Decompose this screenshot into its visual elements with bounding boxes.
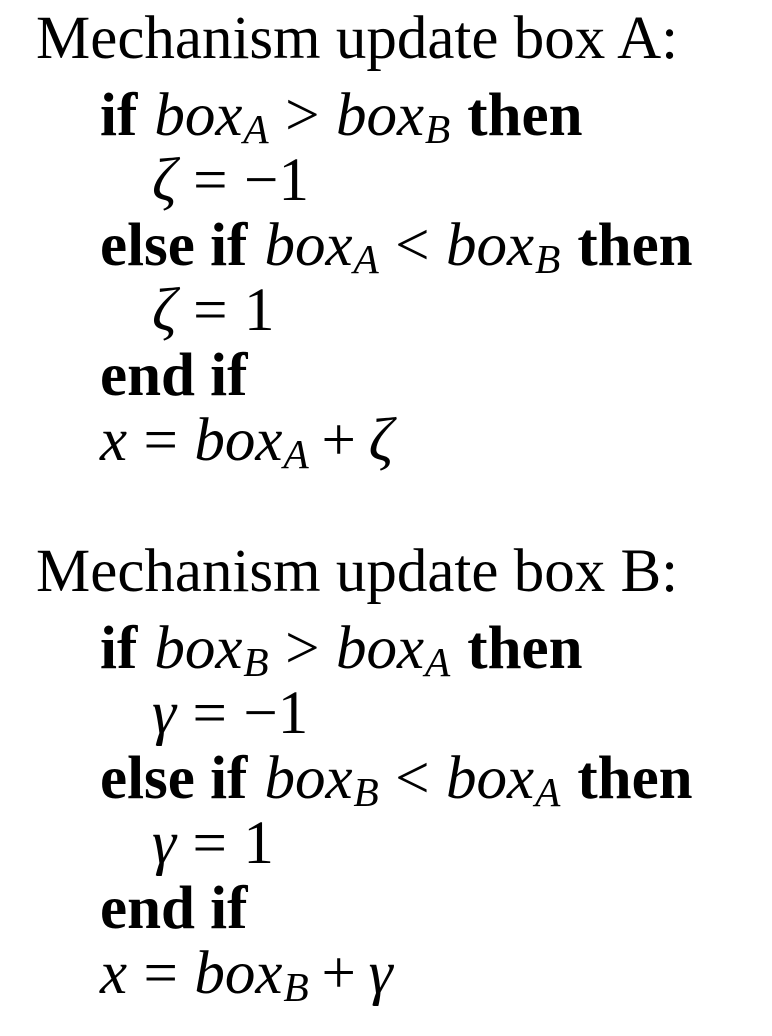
algorithm-block-b xyxy=(0,538,772,1011)
assigned-value: 1 xyxy=(244,277,275,344)
less-than-operator: < xyxy=(395,212,430,279)
keyword-if: if xyxy=(100,82,138,149)
math-subscript: B xyxy=(243,639,269,686)
plus-operator: + xyxy=(321,940,356,1007)
math-subscript: B xyxy=(424,106,451,153)
line-assign-negative xyxy=(0,148,772,213)
line-update-x xyxy=(0,940,772,1011)
keyword-else-if: else if xyxy=(100,745,248,812)
math-subscript: A xyxy=(243,106,269,153)
greater-than-operator: > xyxy=(285,82,320,149)
line-elseif-condition xyxy=(0,212,772,283)
line-assign-positive xyxy=(0,278,772,343)
assigned-value: −1 xyxy=(243,680,309,747)
greek-zeta: ζ xyxy=(368,407,394,474)
keyword-else-if: else if xyxy=(100,212,248,279)
equals-sign: = xyxy=(143,407,178,474)
greek-gamma: γ xyxy=(152,810,177,877)
less-than-operator: < xyxy=(395,745,430,812)
line-assign-negative xyxy=(0,681,772,746)
math-var-box: box xyxy=(154,82,243,149)
math-var-box: box xyxy=(264,212,353,279)
greater-than-operator: > xyxy=(285,615,320,682)
line-if-condition xyxy=(0,615,772,686)
algorithm-title-text: Mechanism update box B: xyxy=(36,538,679,605)
line-if-condition xyxy=(0,82,772,153)
math-subscript: B xyxy=(534,236,561,283)
line-end-if xyxy=(0,876,772,941)
math-subscript: A xyxy=(283,431,309,478)
keyword-end-if: end if xyxy=(100,875,248,942)
math-var-box: box xyxy=(335,82,425,149)
math-subscript: A xyxy=(353,236,379,283)
line-end-if xyxy=(0,343,772,408)
math-subscript: A xyxy=(534,769,561,816)
math-var-box: box xyxy=(335,615,425,682)
keyword-then: then xyxy=(467,615,583,682)
greek-gamma: γ xyxy=(368,940,393,1007)
math-var-box: box xyxy=(446,745,535,812)
math-subscript: B xyxy=(283,964,309,1011)
equals-sign: = xyxy=(193,147,228,214)
math-var-box: box xyxy=(194,940,283,1007)
math-var-x: x xyxy=(100,407,128,474)
math-var-box: box xyxy=(264,745,353,812)
keyword-then: then xyxy=(577,212,693,279)
algorithm-block-a xyxy=(0,5,772,478)
equals-sign: = xyxy=(192,810,227,877)
algorithm-title-text: Mechanism update box A: xyxy=(36,5,679,72)
equals-sign: = xyxy=(193,277,228,344)
plus-operator: + xyxy=(321,407,356,474)
keyword-then: then xyxy=(577,745,693,812)
assigned-value: 1 xyxy=(243,810,274,877)
algorithm-title xyxy=(0,6,772,71)
line-assign-positive xyxy=(0,811,772,876)
algorithm-title xyxy=(0,539,772,604)
math-var-box: box xyxy=(446,212,535,279)
line-update-x xyxy=(0,407,772,478)
equals-sign: = xyxy=(143,940,178,1007)
keyword-if: if xyxy=(100,615,138,682)
greek-zeta: ζ xyxy=(152,277,177,344)
greek-zeta: ζ xyxy=(152,147,177,214)
math-var-box: box xyxy=(154,615,243,682)
greek-gamma: γ xyxy=(152,680,177,747)
equals-sign: = xyxy=(192,680,227,747)
math-subscript: B xyxy=(353,769,379,816)
assigned-value: −1 xyxy=(244,147,309,214)
math-var-x: x xyxy=(100,940,128,1007)
math-var-box: box xyxy=(194,407,283,474)
keyword-then: then xyxy=(467,82,583,149)
keyword-end-if: end if xyxy=(100,342,248,409)
line-elseif-condition xyxy=(0,745,772,816)
math-subscript: A xyxy=(424,639,451,686)
